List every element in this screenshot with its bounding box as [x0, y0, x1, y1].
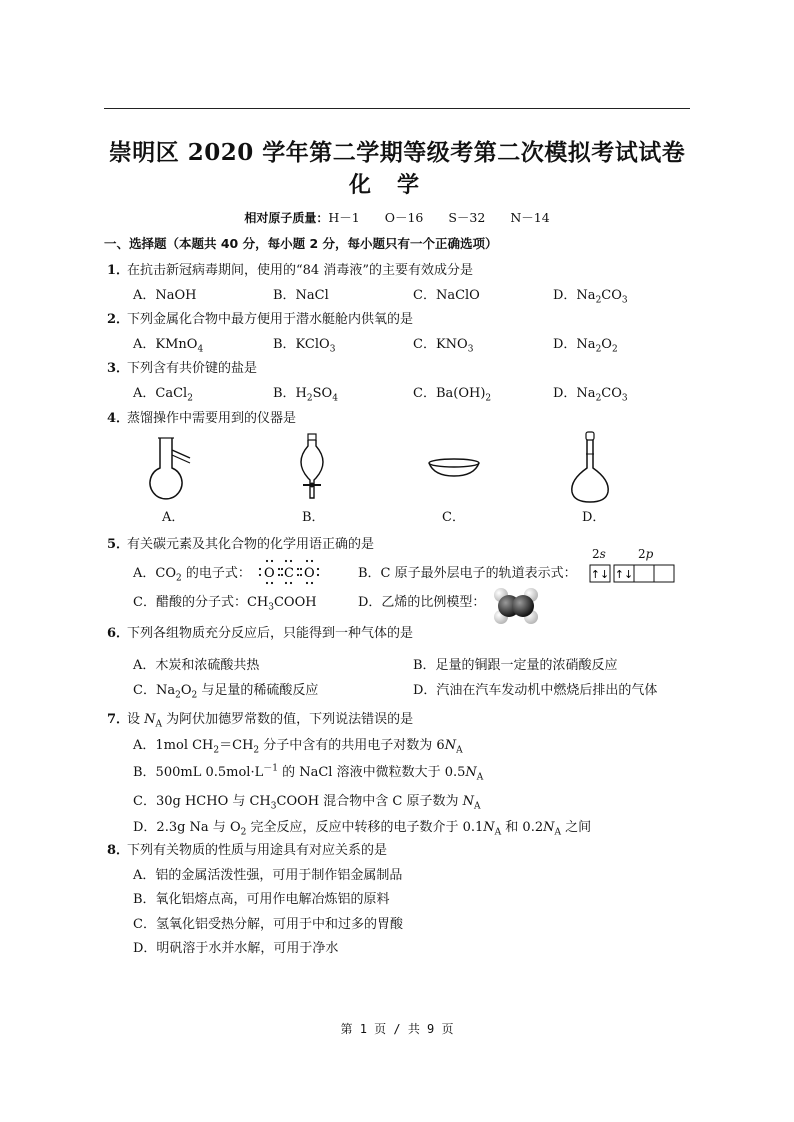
q8-option-b: B．氧化铝熔点高，可用作电解冶炼铝的原料 [133, 892, 390, 907]
orbital-diagram [589, 563, 679, 585]
orbital-2p-arrows: ↑↓ [614, 568, 634, 581]
question-stem: 有关碳元素及其化合物的化学用语正确的是 [127, 537, 375, 552]
q8-option-a: A．铝的金属活泼性强，可用于制作铝金属制品 [133, 868, 403, 883]
q4-label-c: C． [442, 510, 465, 525]
q6-option-c: C．$Na_2O_2$ 与足量的稀硫酸反应 [133, 683, 319, 701]
atomic-mass-values: H－1 O－16 S－32 N－14 [328, 210, 550, 225]
page-number: 第 1 页 / 共 9 页 [340, 1022, 454, 1036]
co2-electron-formula [258, 558, 320, 586]
q8-option-c: C．氢氧化铝受热分解，可用于中和过多的胃酸 [133, 917, 403, 932]
q7-option-d: D．2.3g Na 与 $O_2$ 完全反应，反应中转移的电子数介于 $0.1N_A$ 和 $0.2N_A$ 之间 [133, 820, 592, 838]
question-5: 5．有关碳元素及其化合物的化学用语正确的是 [107, 537, 375, 552]
question-6: 6．下列各组物质充分反应后，只能得到一种气体的是 [107, 626, 414, 641]
q1-option-c: C．NaClO [413, 288, 480, 303]
q2-option-c: C．$KNO_3$ [413, 337, 474, 355]
question-stem: 下列各组物质充分反应后，只能得到一种气体的是 [127, 626, 414, 641]
atomic-mass-label: 相对原子质量： [244, 211, 329, 225]
ethylene-model-icon [492, 586, 540, 626]
distillation-flask-icon [140, 436, 200, 508]
q5-option-b: B．C 原子最外层电子的轨道表示式： [358, 566, 577, 581]
q2-option-b: B．KClO$_3$ [273, 337, 336, 355]
question-stem: 下列有关物质的性质与用途具有对应关系的是 [127, 843, 388, 858]
question-8: 8．下列有关物质的性质与用途具有对应关系的是 [107, 843, 388, 858]
section-heading: 一、选择题（本题共 40 分，每小题 2 分，每小题只有一个正确选项） [104, 236, 498, 251]
q5-option-c: C．醋酸的分子式：$CH_3COOH$ [133, 595, 317, 613]
atomic-masses [0, 208, 794, 226]
orbital-label-2p: 2p [638, 547, 654, 561]
question-3: 3．下列含有共价键的盐是 [107, 361, 258, 376]
question-stem: 在抗击新冠病毒期间，使用的“84 消毒液”的主要有效成分是 [127, 263, 473, 278]
exam-title: 崇明区 2020 学年第二学期等级考第二次模拟考试试卷 [108, 139, 686, 166]
q7-option-a: A．1mol $CH_2=CH_2$ 分子中含有的共用电子对数为 $6N_A$ [133, 738, 463, 756]
q4-label-a: A． [162, 510, 185, 525]
evaporating-dish-icon [424, 456, 484, 480]
q4-label-d: D． [582, 510, 606, 525]
q3-option-d: D．$Na_2CO_3$ [553, 386, 628, 404]
electron-formula-o-left: O [264, 566, 275, 581]
electron-formula-o-right: O [304, 566, 315, 581]
orbital-2s-arrows: ↑↓ [590, 568, 610, 581]
orbital-label-2s: 2s [592, 547, 606, 561]
q1-option-b: B．NaCl [273, 288, 329, 303]
question-stem: 设 $N_A$ 为阿伏加德罗常数的值，下列说法错误的是 [127, 712, 414, 730]
q6-option-d: D．汽油在汽车发动机中燃烧后排出的气体 [413, 683, 658, 698]
header-rule [104, 108, 690, 109]
question-2: 2．下列金属化合物中最方便用于潜水艇舱内供氧的是 [107, 312, 414, 327]
q3-option-a: A．CaCl$_2$ [133, 386, 193, 404]
question-4: 4．蒸馏操作中需要用到的仪器是 [107, 411, 297, 426]
volumetric-flask-icon [566, 430, 614, 506]
q8-option-d: D．明矾溶于水并水解，可用于净水 [133, 941, 339, 956]
q6-option-a: A．木炭和浓硫酸共热 [133, 658, 260, 673]
q2-option-a: A．KMnO$_4$ [133, 337, 204, 355]
q3-option-c: C．$Ba(OH)_2$ [413, 386, 492, 404]
q5-option-d: D．乙烯的比例模型： [358, 595, 486, 610]
q1-option-d: D．$Na_2CO_3$ [553, 288, 628, 306]
q4-label-b: B． [302, 510, 325, 525]
q6-option-b: B．足量的铜跟一定量的浓硝酸反应 [413, 658, 618, 673]
question-stem: 下列含有共价键的盐是 [127, 361, 258, 376]
q2-option-d: D．$Na_2O_2$ [553, 337, 618, 355]
question-7: 7．设 $N_A$ 为阿伏加德罗常数的值，下列说法错误的是 [107, 712, 414, 730]
q7-option-b: B．500mL $0.5mol\cdot L^{-1}$ 的 NaCl 溶液中微粒数大于 $0.5N_A$ [133, 763, 484, 783]
electron-formula-c: C [284, 566, 294, 581]
q7-option-c: C．30g HCHO 与 $CH_3COOH$ 混合物中含 C 原子数为 $N_A$ [133, 794, 481, 812]
separatory-funnel-icon [290, 432, 334, 504]
q5-option-a: A．$CO_2$ 的电子式： [133, 566, 251, 584]
question-1: 1．在抗击新冠病毒期间，使用的“84 消毒液”的主要有效成分是 [107, 263, 473, 278]
subject-title: 化学 [348, 172, 445, 198]
question-stem: 下列金属化合物中最方便用于潜水艇舱内供氧的是 [127, 312, 414, 327]
question-stem: 蒸馏操作中需要用到的仪器是 [127, 411, 297, 426]
q3-option-b: B．$H_2SO_4$ [273, 386, 338, 404]
q1-option-a: A．NaOH [133, 288, 197, 303]
